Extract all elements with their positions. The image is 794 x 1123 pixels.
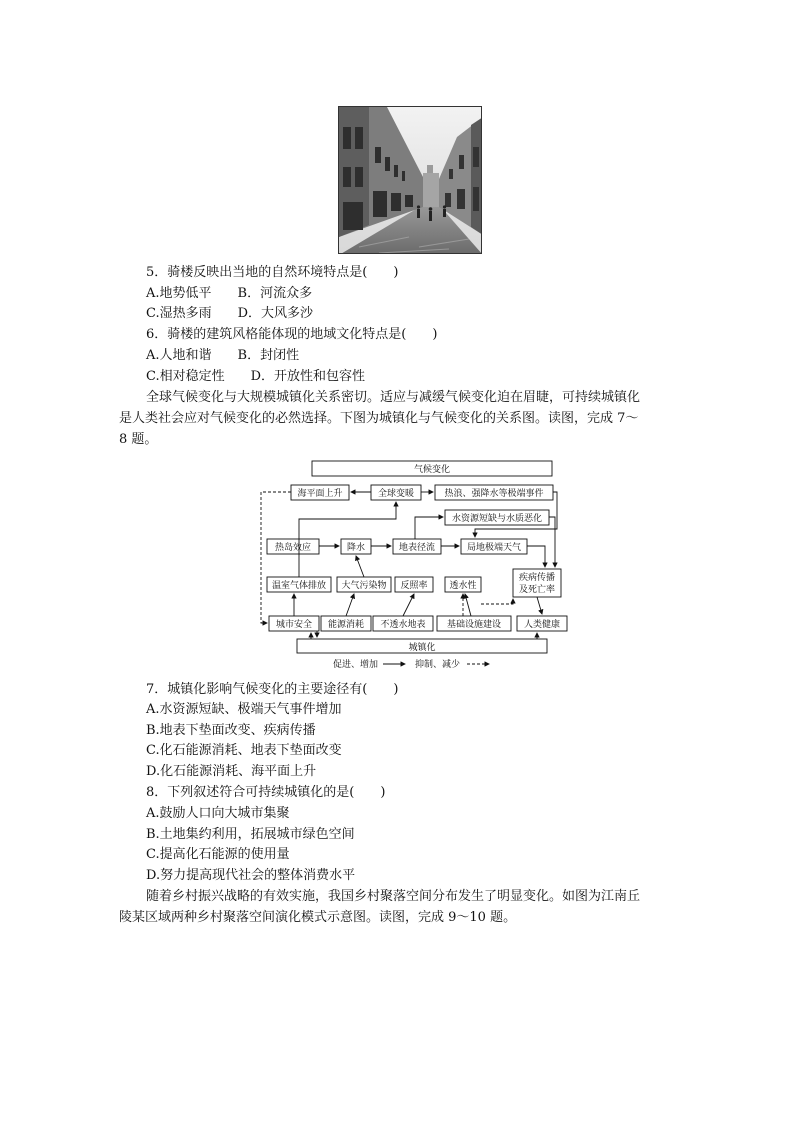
node-water-shortage-label: 水资源短缺与水质恶化 — [451, 514, 543, 524]
q7-option: B.地表下垫面改变、疾病传播 — [146, 723, 316, 738]
q6-stem: 6．骑楼的建筑风格能体现的地域文化特点是( ) — [146, 327, 438, 342]
arcade-street-photo — [338, 106, 482, 254]
q8-option: A.鼓励人口向大城市集聚 — [146, 806, 290, 821]
passage-line: 是人类社会应对气候变化的必然选择。下图为城镇化与气候变化的关系图。读图，完成 7～ — [119, 411, 639, 426]
q7-stem: 7．城镇化影响气候变化的主要途径有( ) — [146, 682, 399, 697]
q7-option: D.化石能源消耗、海平面上升 — [146, 764, 317, 779]
passage-line: 8 题。 — [119, 432, 158, 447]
node-local-extreme-label: 局地极端天气 — [466, 543, 522, 553]
node-heat-island-label: 热岛效应 — [274, 543, 312, 553]
node-infrastructure-label: 基础设施建设 — [446, 620, 502, 630]
q5-option-line: C.湿热多雨 D．大风多沙 — [146, 306, 314, 321]
q7-option: C.化石能源消耗、地表下垫面改变 — [146, 743, 342, 758]
passage-line: 全球气候变化与大规模城镇化关系密切。适应与减缓气候变化迫在眉睫，可持续城镇化 — [146, 390, 641, 405]
q8-stem: 8．下列叙述符合可持续城镇化的是( ) — [146, 785, 386, 800]
q6-option-line: A.人地和谐 B．封闭性 — [146, 348, 300, 363]
q5-stem: 5．骑楼反映出当地的自然环境特点是( ) — [146, 265, 399, 280]
node-precipitation-label: 降水 — [346, 543, 366, 553]
node-runoff-label: 地表径流 — [398, 543, 436, 553]
q7-option: A.水资源短缺、极端天气事件增加 — [146, 702, 342, 717]
node-impervious-label: 不透水地表 — [380, 620, 426, 630]
q6-option-line: C.相对稳定性 D．开放性和包容性 — [146, 369, 366, 384]
passage-line: 随着乡村振兴战略的有效实施，我国乡村聚落空间分布发生了明显变化。如图为江南丘 — [146, 889, 641, 904]
node-ghg-label: 温室气体排放 — [271, 581, 327, 591]
node-sea-level-label: 海平面上升 — [297, 489, 343, 499]
q8-option: C.提高化石能源的使用量 — [146, 847, 290, 862]
q5-option-line: A.地势低平 B．河流众多 — [146, 286, 313, 301]
climate-change-title: 气候变化 — [413, 465, 451, 475]
node-albedo-label: 反照率 — [400, 581, 428, 591]
node-energy-label: 能源消耗 — [327, 620, 365, 630]
node-health-label: 人类健康 — [523, 620, 561, 630]
node-disease-label-1: 疾病传播 — [518, 573, 556, 583]
node-permeability-label: 透水性 — [449, 581, 477, 591]
q8-option: B.土地集约利用，拓展城市绿色空间 — [146, 827, 355, 842]
node-disease-label-2: 及死亡率 — [518, 585, 556, 595]
urbanization-title: 城镇化 — [408, 643, 436, 653]
legend-dashed-label: 抑制、减少 — [415, 660, 461, 670]
legend-solid-label: 促进、增加 — [333, 660, 379, 670]
node-global-warming-label: 全球变暖 — [377, 489, 415, 499]
node-pollutants-label: 大气污染物 — [341, 581, 387, 591]
q8-option: D.努力提高现代社会的整体消费水平 — [146, 868, 356, 883]
passage-line: 陵某区域两种乡村聚落空间演化模式示意图。读图，完成 9～10 题。 — [119, 910, 517, 925]
urbanization-climate-diagram — [255, 459, 575, 672]
node-extreme-events-label: 热浪、强降水等极端事件 — [444, 489, 544, 499]
node-city-safety-label: 城市安全 — [275, 620, 313, 630]
